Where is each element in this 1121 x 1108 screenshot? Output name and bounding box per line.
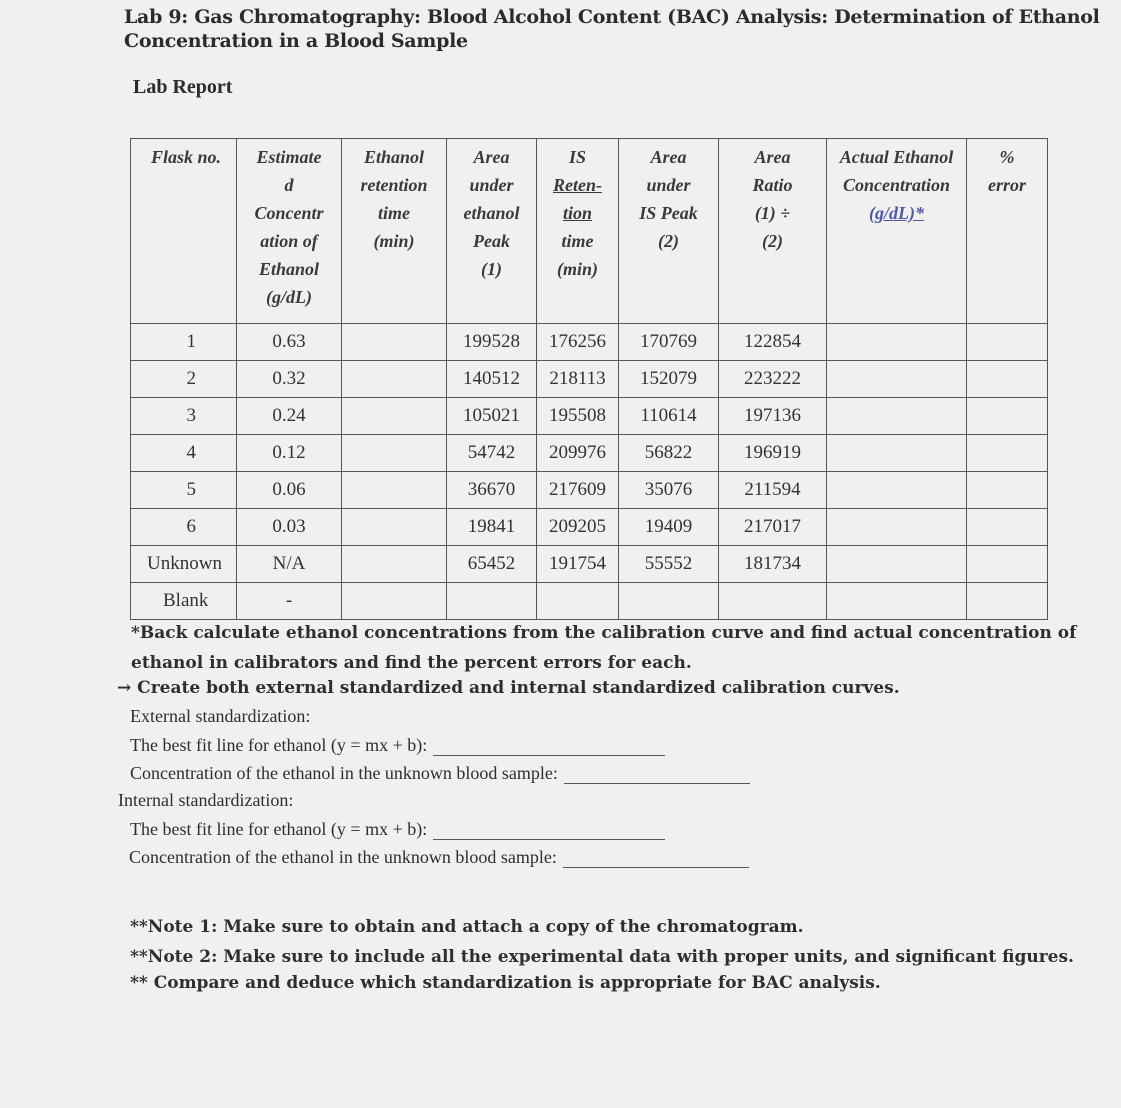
cell-area: [447, 583, 537, 620]
cell-actual: [827, 583, 967, 620]
cell-flask: Unknown: [131, 546, 237, 583]
back-calc-line-1: *Back calculate ethanol concentrations from the calibration curve and find actual concentration of: [131, 623, 1077, 643]
cell-ret: [342, 435, 447, 472]
cell-ret: [342, 509, 447, 546]
cell-est: 0.32: [237, 361, 342, 398]
header-is-retention: IS Reten- tion time (min): [537, 139, 619, 324]
cell-flask: 1: [131, 324, 237, 361]
cell-area: 65452: [447, 546, 537, 583]
cell-flask: 3: [131, 398, 237, 435]
external-fit-blank[interactable]: [433, 755, 665, 756]
note-2: **Note 2: Make sure to include all the experimental data with proper units, and significant figures.: [130, 947, 1074, 967]
header-retention-time: Ethanol retention time (min): [342, 139, 447, 324]
cell-actual: [827, 472, 967, 509]
cell-error: [967, 583, 1048, 620]
cell-flask: 6: [131, 509, 237, 546]
cell-ret: [342, 583, 447, 620]
cell-error: [967, 509, 1048, 546]
back-calc-line-2: ethanol in calibrators and find the percent errors for each.: [131, 653, 692, 673]
cell-ret: [342, 398, 447, 435]
header-flask: Flask no.: [131, 139, 237, 324]
header-percent-error: % error: [967, 139, 1048, 324]
cell-is-ret: 176256: [537, 324, 619, 361]
cell-actual: [827, 361, 967, 398]
table-row: [131, 324, 1048, 361]
cell-est: 0.24: [237, 398, 342, 435]
cell-is-area: 56822: [619, 435, 719, 472]
cell-actual: [827, 398, 967, 435]
cell-error: [967, 546, 1048, 583]
table-row: [131, 398, 1048, 435]
cell-ret: [342, 472, 447, 509]
cell-is-area: 55552: [619, 546, 719, 583]
cell-flask: 5: [131, 472, 237, 509]
cell-is-area: [619, 583, 719, 620]
note-1: **Note 1: Make sure to obtain and attach a copy of the chromatogram.: [130, 917, 804, 937]
table-row: [131, 435, 1048, 472]
cell-ratio: 196919: [719, 435, 827, 472]
cell-est: N/A: [237, 546, 342, 583]
header-ethanol-area: Area under ethanol Peak (1): [447, 139, 537, 324]
cell-flask: Blank: [131, 583, 237, 620]
cell-is-area: 19409: [619, 509, 719, 546]
header-actual-concentration: Actual Ethanol Concentration (g/dL)*: [827, 139, 967, 324]
cell-area: 54742: [447, 435, 537, 472]
cell-is-ret: 218113: [537, 361, 619, 398]
note-3: ** Compare and deduce which standardization is appropriate for BAC analysis.: [130, 973, 881, 993]
cell-area: 199528: [447, 324, 537, 361]
cell-area: 19841: [447, 509, 537, 546]
cell-is-ret: 195508: [537, 398, 619, 435]
table-row: [131, 361, 1048, 398]
header-row: [131, 139, 1048, 324]
cell-ratio: 223222: [719, 361, 827, 398]
external-standardization-label: External standardization:: [130, 706, 311, 726]
cell-est: 0.03: [237, 509, 342, 546]
cell-actual: [827, 546, 967, 583]
cell-is-area: 152079: [619, 361, 719, 398]
table-row: [131, 472, 1048, 509]
cell-error: [967, 361, 1048, 398]
arrow-icon: →: [117, 678, 132, 698]
cell-ret: [342, 361, 447, 398]
internal-unknown-blank[interactable]: [563, 867, 749, 868]
cell-est: 0.06: [237, 472, 342, 509]
cell-is-ret: 217609: [537, 472, 619, 509]
cell-ratio: [719, 583, 827, 620]
data-table: [130, 138, 1048, 620]
cell-actual: [827, 324, 967, 361]
cell-is-area: 110614: [619, 398, 719, 435]
cell-error: [967, 435, 1048, 472]
header-is-area: Area under IS Peak (2): [619, 139, 719, 324]
cell-flask: 2: [131, 361, 237, 398]
cell-ratio: 181734: [719, 546, 827, 583]
internal-fit-blank[interactable]: [433, 839, 665, 840]
internal-unknown-row: Concentration of the ethanol in the unknown blood sample:: [129, 847, 749, 868]
cell-ratio: 217017: [719, 509, 827, 546]
cell-est: -: [237, 583, 342, 620]
cell-ret: [342, 324, 447, 361]
cell-error: [967, 324, 1048, 361]
cell-is-ret: 209976: [537, 435, 619, 472]
cell-error: [967, 472, 1048, 509]
cell-ratio: 197136: [719, 398, 827, 435]
external-unknown-row: Concentration of the ethanol in the unknown blood sample:: [130, 763, 750, 784]
table-row: [131, 546, 1048, 583]
header-estimated-concentration: Estimate d Concentr ation of Ethanol (g/dL): [237, 139, 342, 324]
cell-ratio: 211594: [719, 472, 827, 509]
cell-error: [967, 398, 1048, 435]
cell-ratio: 122854: [719, 324, 827, 361]
cell-area: 36670: [447, 472, 537, 509]
cell-ret: [342, 546, 447, 583]
cell-area: 105021: [447, 398, 537, 435]
title-line-2: Concentration in a Blood Sample: [124, 30, 468, 52]
external-fit-line-row: The best fit line for ethanol (y = mx + b):: [130, 735, 665, 756]
cell-is-ret: 191754: [537, 546, 619, 583]
table-row: [131, 509, 1048, 546]
create-curves-instruction: → Create both external standardized and internal standardized calibration curves.: [117, 678, 900, 698]
cell-flask: 4: [131, 435, 237, 472]
lab-report-heading: Lab Report: [133, 76, 233, 98]
cell-area: 140512: [447, 361, 537, 398]
internal-fit-line-row: The best fit line for ethanol (y = mx + b):: [130, 819, 665, 840]
internal-standardization-label: Internal standardization:: [118, 790, 294, 810]
cell-is-area: 35076: [619, 472, 719, 509]
table-row: [131, 583, 1048, 620]
external-unknown-blank[interactable]: [564, 783, 750, 784]
header-area-ratio: Area Ratio (1) ÷ (2): [719, 139, 827, 324]
cell-actual: [827, 509, 967, 546]
cell-is-area: 170769: [619, 324, 719, 361]
cell-is-ret: [537, 583, 619, 620]
cell-is-ret: 209205: [537, 509, 619, 546]
title-line-1: Lab 9: Gas Chromatography: Blood Alcohol Content (BAC) Analysis: Determination of Ethanol: [124, 6, 1100, 28]
cell-est: 0.12: [237, 435, 342, 472]
cell-est: 0.63: [237, 324, 342, 361]
cell-actual: [827, 435, 967, 472]
